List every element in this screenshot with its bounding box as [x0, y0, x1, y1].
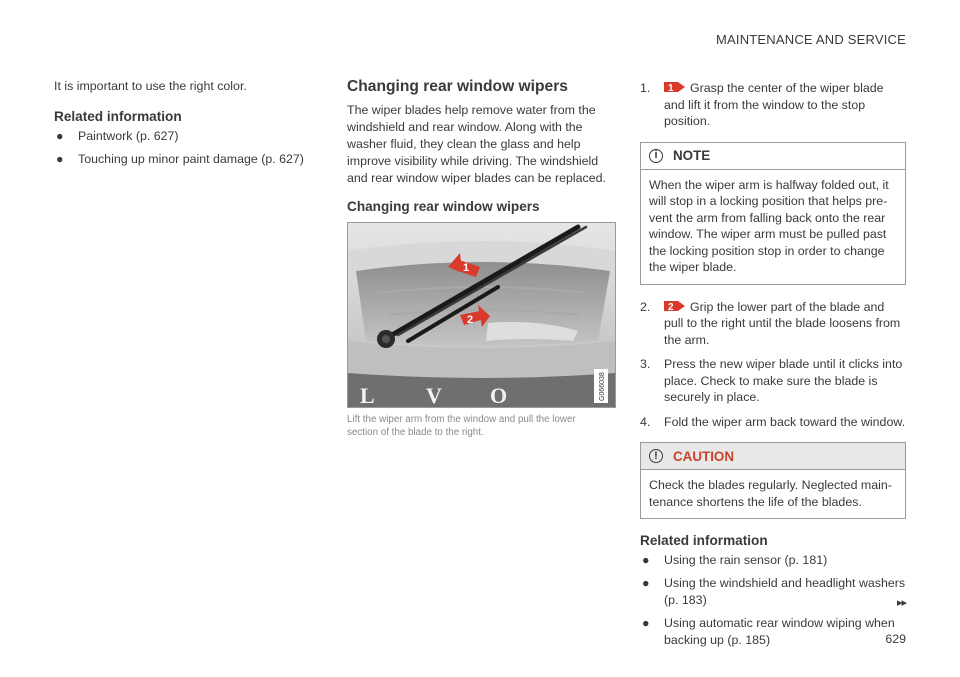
link-text[interactable]: Using the windshield and headlight washers (p. 183)	[664, 576, 906, 607]
info-icon: i	[649, 149, 663, 163]
section-header: MAINTENANCE AND SERVICE	[715, 32, 906, 47]
related-info-heading: Related information	[640, 533, 768, 548]
svg-text:1: 1	[668, 83, 674, 94]
column-left	[54, 78, 314, 174]
page-number: 629	[885, 632, 906, 646]
next-page-icon[interactable]: ▸▸	[896, 597, 906, 609]
step-2: 2. 2 Grip the lower part of the blade and pull to the right until the blade loosens from the arm.	[640, 299, 901, 347]
figure-caption: Lift the wiper arm from the window and pull the lower section of the blade to the right.	[347, 414, 576, 438]
bullet-icon: ●	[642, 576, 650, 590]
step-4: 4. Fold the wiper arm back toward the window.	[640, 414, 906, 429]
column-right	[640, 80, 906, 655]
caution-box	[640, 442, 906, 519]
svg-text:2: 2	[467, 314, 474, 326]
bullet-icon: ●	[56, 152, 64, 166]
step-1: 1. 1 Grasp the center of the wiper blade and lift it from the window to the stop position.	[640, 81, 884, 128]
logo-letter: O	[490, 383, 508, 407]
wiper-illustration	[348, 223, 615, 407]
bullet-icon: ●	[642, 616, 650, 630]
note-header: i NOTE	[641, 143, 905, 170]
list-item[interactable]	[54, 151, 314, 168]
note-body: When the wiper arm is halfway folded out, it will stop in a locking position that helps pre-vent the arm from falling back onto the rear window. The wiper arm must be pulled past the locking position stop in order to change the wiper blade.	[649, 177, 889, 274]
article-body: The wiper blades help remove water from the windshield and rear window. Along with the washer fluid, they clean the glass and help improve visibility while driving. The windshield and rear window wiper blades can be replaced.	[347, 103, 606, 185]
related-info-list	[640, 552, 906, 649]
caution-body: Check the blades regularly. Neglected main-tenance shortens the life of the blades.	[649, 478, 892, 509]
intro-text: It is important to use the right color.	[54, 79, 247, 93]
callout-badge-2-icon	[664, 299, 686, 313]
link-text[interactable]: Using the rain sensor (p. 181)	[664, 553, 828, 567]
related-info-list	[54, 128, 314, 168]
link-text[interactable]: Touching up minor paint damage (p. 627)	[78, 152, 304, 166]
callout-badge-1-icon	[664, 80, 686, 94]
svg-text:1: 1	[463, 262, 470, 274]
warning-icon: !	[649, 449, 663, 463]
note-box	[640, 142, 906, 285]
figure-heading: Changing rear window wipers	[347, 199, 540, 214]
wiper-figure	[347, 222, 616, 408]
article-title: Changing rear window wipers	[347, 78, 568, 95]
step-3: 3. Press the new wiper blade until it clicks into place. Check to make sure the blade is securely in place.	[640, 357, 903, 404]
list-item[interactable]	[54, 128, 314, 145]
link-text[interactable]: Paintwork (p. 627)	[78, 129, 179, 143]
logo-letter: L	[360, 383, 375, 407]
list-item[interactable]	[640, 615, 906, 649]
related-info-heading: Related information	[54, 109, 182, 124]
link-text[interactable]: Using automatic rear window wiping when backing up (p. 185)	[664, 616, 895, 647]
list-item[interactable]	[640, 552, 906, 569]
svg-text:2: 2	[668, 301, 674, 313]
list-item[interactable]	[640, 575, 906, 609]
caution-header: ! CAUTION	[641, 443, 905, 470]
bullet-icon: ●	[56, 129, 64, 143]
logo-letter: V	[426, 383, 442, 407]
bullet-icon: ●	[642, 553, 650, 567]
figure-code: G066038	[599, 372, 606, 401]
column-middle	[347, 78, 615, 439]
